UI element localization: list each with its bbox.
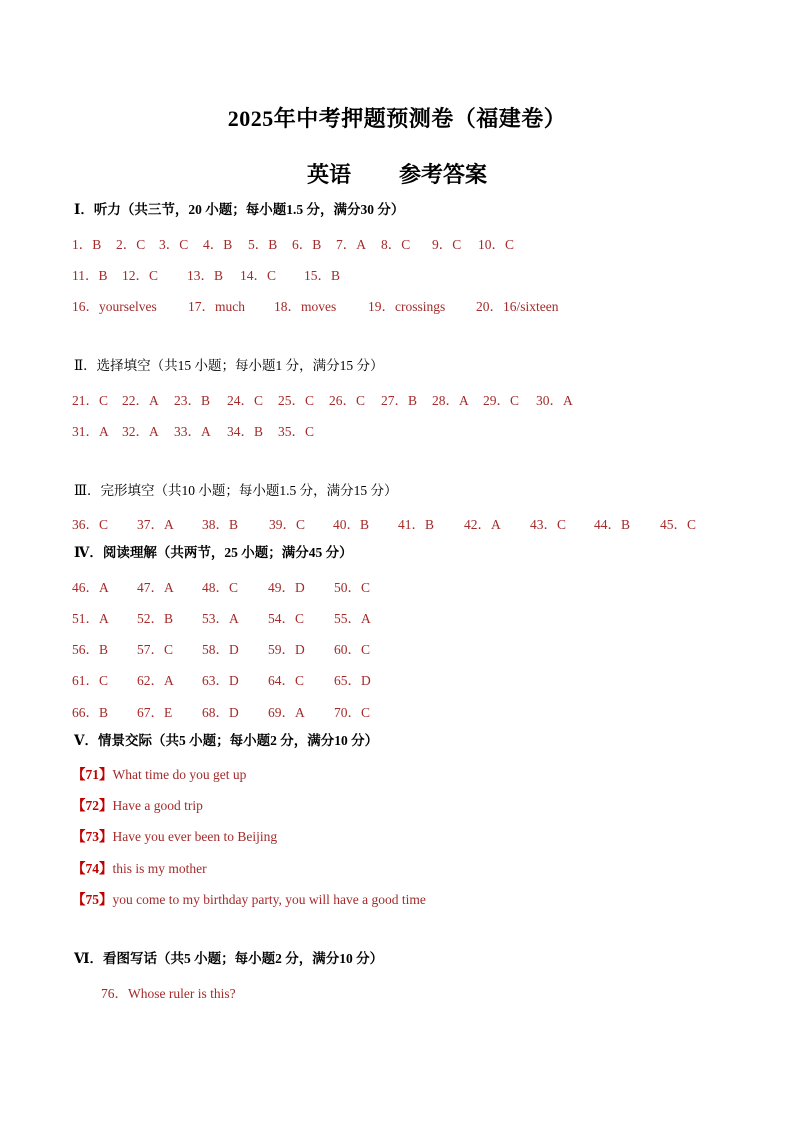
answer-item: 69．A [268,705,305,720]
answer-item: 31．A [72,424,109,439]
question-number: 【75】 [72,892,113,907]
answer-item: 6．B [292,237,322,252]
answer-item: 46．A [72,580,109,595]
subject-label: 英语 [306,162,351,187]
answer-text: this is my mother [112,861,207,876]
answer-item: 11．B [72,268,108,283]
cloze-row-1 [72,513,697,532]
question-number: 【73】 [72,829,113,844]
answer-item: 64．C [268,673,305,688]
page-subtitle [0,158,794,189]
answer-item: 32．A [122,424,159,439]
dialogue-item [72,763,246,783]
section-reading-heading: Ⅳ．阅读理解（共两节，25 小题；满分45 分） [74,545,353,560]
answer-item: 2．C [116,237,146,252]
answer-item: 28．A [432,393,469,408]
listening-row-3 [72,295,559,314]
section-dialogue-heading: Ⅴ．情景交际（共5 小题；每小题2 分，满分10 分） [74,733,379,748]
answer-item: 19．crossings [368,299,446,314]
answer-item: 42．A [464,517,501,532]
picture-writing-item: 76．Whose ruler is this? [101,986,236,1001]
answer-item: 60．C [334,642,371,657]
choice-row-2 [72,420,315,439]
answer-item: 8．C [381,237,411,252]
answer-text: Have a good trip [112,798,203,813]
listening-row-1 [72,233,515,252]
answer-item: 30．A [536,393,573,408]
answer-item: 67．E [137,705,173,720]
answer-item: 51．A [72,611,109,626]
answer-item: 48．C [202,580,239,595]
dialogue-item [72,794,203,814]
answer-item: 63．D [202,673,239,688]
answer-item: 26．C [329,393,366,408]
reading-row-2 [72,607,371,626]
answer-item: 47．A [137,580,174,595]
choice-row-1 [72,389,573,408]
answer-item: 56．B [72,642,109,657]
answer-item: 62．A [137,673,174,688]
answer-item: 61．C [72,673,109,688]
answer-item: 55．A [334,611,371,626]
answer-item: 1．B [72,237,102,252]
answer-item: 45．C [660,517,697,532]
answer-item: 15．B [304,268,341,283]
answer-item: 38．B [202,517,239,532]
question-number: 【74】 [72,861,113,876]
answer-item: 59．D [268,642,305,657]
answer-item: 24．C [227,393,264,408]
listening-row-2 [72,264,341,283]
answer-item: 70．C [334,705,371,720]
answer-item: 3．C [159,237,189,252]
dialogue-item [72,825,277,845]
answer-item: 68．D [202,705,239,720]
answer-item: 39．C [269,517,306,532]
answer-item: 14．C [240,268,277,283]
answer-item: 41．B [398,517,435,532]
answer-item: 9．C [432,237,462,252]
answer-item: 54．C [268,611,305,626]
reading-row-5 [72,701,371,720]
answer-item: 66．B [72,705,109,720]
answer-item: 27．B [381,393,418,408]
reading-row-4 [72,669,371,688]
answer-item: 65．D [334,673,371,688]
answer-item: 52．B [137,611,174,626]
answer-item: 20．16/sixteen [476,299,559,314]
answer-text: Have you ever been to Beijing [112,829,278,844]
answer-item: 35．C [278,424,315,439]
answer-item: 25．C [278,393,315,408]
answer-item: 12．C [122,268,159,283]
answer-item: 40．B [333,517,370,532]
answer-item: 37．A [137,517,174,532]
answer-item: 7．A [336,237,366,252]
answer-item: 17．much [188,299,245,314]
dialogue-item [72,857,207,877]
answer-item: 18．moves [274,299,337,314]
answer-item: 16．yourselves [72,299,157,314]
answer-item: 57．C [137,642,174,657]
answer-item: 58．D [202,642,239,657]
answer-item: 22．A [122,393,159,408]
answer-item: 50．C [334,580,371,595]
reading-row-1 [72,576,371,595]
answer-item: 43．C [530,517,567,532]
answer-key-label: 参考答案 [399,162,488,187]
question-number: 【71】 [72,767,113,782]
section-choice-heading: Ⅱ．选择填空（共15 小题；每小题1 分，满分15 分） [74,358,384,373]
answer-item: 53．A [202,611,239,626]
reading-row-3 [72,638,371,657]
answer-item: 4．B [203,237,233,252]
answer-item: 21．C [72,393,109,408]
answer-item: 13．B [187,268,224,283]
answer-text: What time do you get up [112,767,247,782]
answer-item: 36．C [72,517,109,532]
answer-item: 23．B [174,393,211,408]
section-cloze-heading: Ⅲ．完形填空（共10 小题；每小题1.5 分，满分15 分） [74,483,398,498]
section-picture-writing-heading: Ⅵ．看图写话（共5 小题；每小题2 分，满分10 分） [74,951,384,966]
answer-item: 34．B [227,424,264,439]
answer-item: 44．B [594,517,631,532]
section-listening-heading: Ⅰ．听力（共三节，20 小题；每小题1.5 分，满分30 分） [74,202,405,217]
answer-item: 29．C [483,393,520,408]
answer-item: 49．D [268,580,305,595]
answer-item: 10．C [478,237,515,252]
dialogue-item [72,888,426,908]
answer-item: 5．B [248,237,278,252]
answer-item: 33．A [174,424,211,439]
question-number: 【72】 [72,798,113,813]
answer-text: you come to my birthday party, you will have a good time [112,892,426,907]
page-title: 2025年中考押题预测卷（福建卷） [227,106,567,131]
